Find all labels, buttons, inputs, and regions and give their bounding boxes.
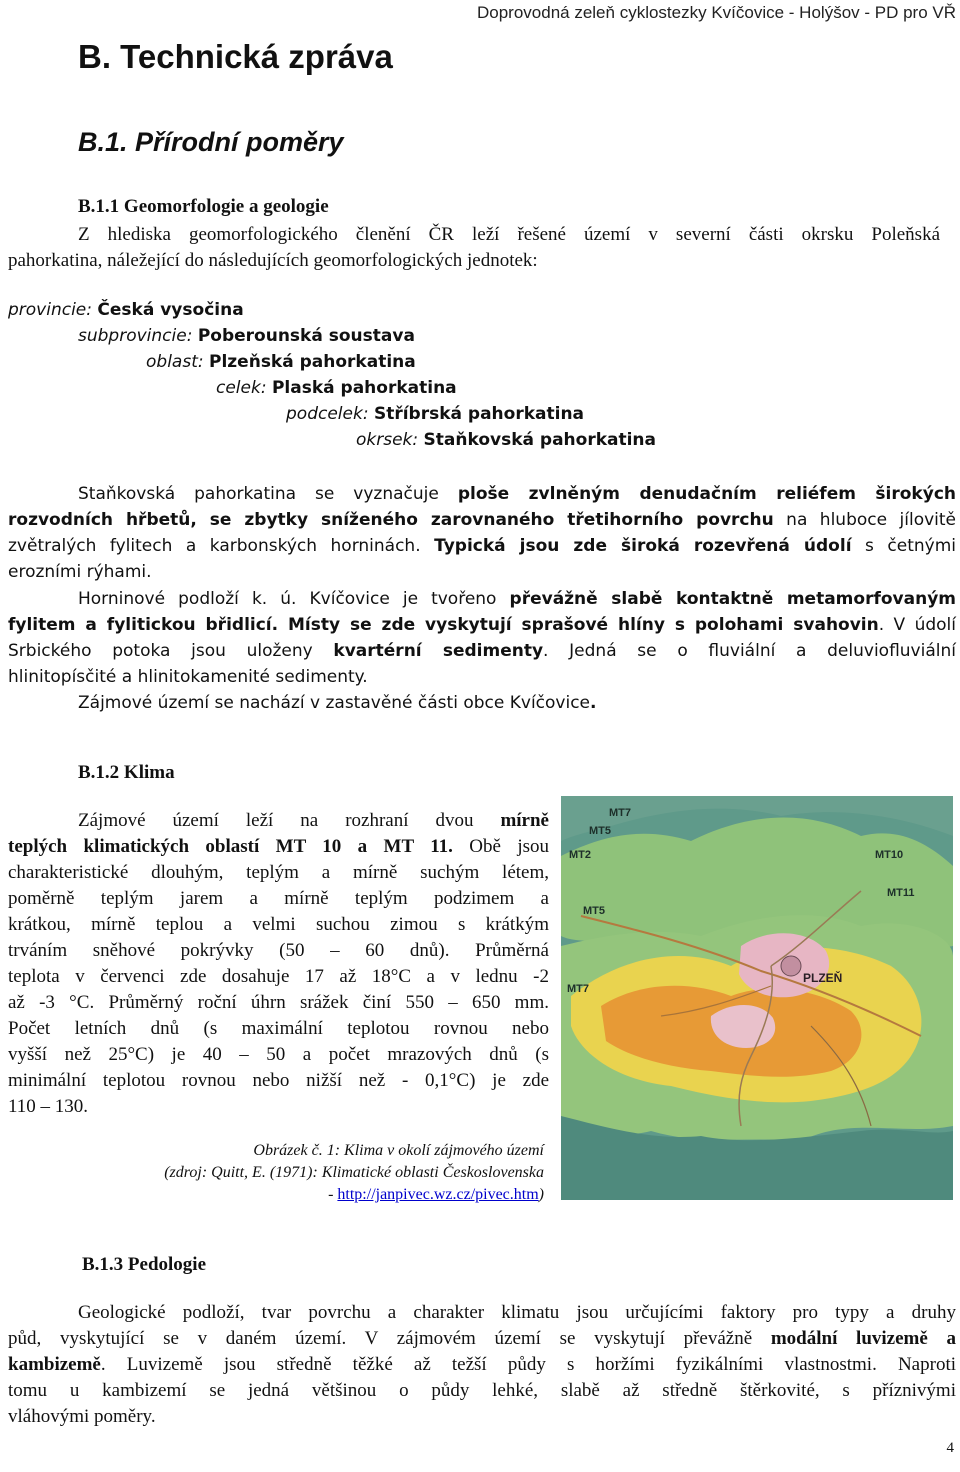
map-label-mt11: MT11 xyxy=(887,887,915,899)
geo-p2-line-4: hlinitopísčité a hlinitokamenité sedimenty. xyxy=(8,667,368,687)
geo-p1-line-3: zvětralých fylitech a karbonských horninách. Typická jsou zde široká rozevřená údolí s četnými xyxy=(8,536,956,556)
caption-line-2: (zdroj: Quitt, E. (1971): Klimatické oblasti Československa xyxy=(164,1164,544,1181)
caption-line-1: Obrázek č. 1: Klima v okolí zájmového území xyxy=(253,1142,544,1159)
hierarchy-label: subprovincie: xyxy=(78,326,193,346)
hierarchy-label: podcelek: xyxy=(286,404,369,424)
map-label-mt7-left: MT7 xyxy=(567,983,589,995)
hierarchy-provincie xyxy=(8,300,244,320)
geo-intro-line-1: Z hlediska geomorfologického členění ČR leží řešené území v severní části okrsku Poleňská xyxy=(78,224,940,245)
hierarchy-value: Plaská pahorkatina xyxy=(271,378,457,398)
running-header: Doprovodná zeleň cyklostezky Kvíčovice - Holýšov - PD pro VŘ xyxy=(476,3,956,22)
geo-p3-line: Zájmové území se nachází v zastavěné části obce Kvíčovice. xyxy=(78,693,597,713)
klima-heading: B.1.2 Klima xyxy=(78,762,175,783)
hierarchy-subprovincie xyxy=(78,326,415,346)
caption-line-3: - http://janpivec.wz.cz/pivec.htm) xyxy=(328,1186,544,1203)
map-label-mt5-mid: MT5 xyxy=(583,905,605,917)
map-label-mt7-top: MT7 xyxy=(609,807,631,819)
geo-heading: B.1.1 Geomorfologie a geologie xyxy=(78,196,329,217)
klima-line: charakteristické dlouhým, teplým a mírně suchým létem, xyxy=(8,862,549,883)
hierarchy-oblast xyxy=(146,352,416,372)
map-label-mt2: MT2 xyxy=(569,849,591,861)
klima-line: poměrně teplým jarem a mírně teplým podzimem a xyxy=(8,888,549,909)
hierarchy-value: Staňkovská pahorkatina xyxy=(423,430,657,450)
source-link[interactable]: http://janpivec.wz.cz/pivec.htm xyxy=(337,1186,539,1203)
figure-caption xyxy=(60,1140,544,1206)
geo-p1-line-4: erozními rýhami. xyxy=(8,562,152,582)
klima-line: Zájmové území leží na rozhraní dvou mírně xyxy=(78,810,549,831)
hierarchy-value: Plzeňská pahorkatina xyxy=(209,352,416,372)
klima-line: teplota v červenci zde dosahuje 17 až 18°C a v lednu -2 xyxy=(8,966,549,987)
hierarchy-label: okrsek: xyxy=(356,430,419,450)
klima-line: Počet letních dnů (s maximální teplotou rovnou nebo xyxy=(8,1018,549,1039)
pedo-line-2: půd, vyskytující se v daném území. V zájmovém území se vyskytují převážně modální luvizemě a xyxy=(8,1328,956,1349)
klima-line: až -3 °C. Průměrný roční úhrn srážek činí 550 – 650 mm. xyxy=(8,992,549,1013)
hierarchy-okrsek xyxy=(356,430,656,450)
hierarchy-podcelek xyxy=(286,404,584,424)
pedo-heading: B.1.3 Pedologie xyxy=(82,1254,207,1275)
klima-line: 110 – 130. xyxy=(8,1096,89,1117)
klima-line: krátkou, mírně teplou a velmi suchou zimou s krátkým xyxy=(8,914,549,935)
main-heading: B. Technická zpráva xyxy=(78,38,393,75)
geo-p1-line-1: Staňkovská pahorkatina se vyznačuje ploše zvlněným denudačním reliéfem širokých xyxy=(78,484,956,504)
geo-intro-line-2: pahorkatina, náležející do následujících geomorfologických jednotek: xyxy=(8,250,538,271)
geo-p1-line-2: rozvodních hřbetů, se zbytky sníženého zarovnaného třetihorního povrchu na hluboce jílovitě xyxy=(8,510,956,530)
hierarchy-label: celek: xyxy=(216,378,267,398)
map-label-mt10: MT10 xyxy=(875,849,904,861)
climate-map-image xyxy=(561,796,953,1200)
climate-map-svg xyxy=(561,796,953,1200)
hierarchy-value: Česká vysočina xyxy=(97,300,244,320)
pedo-line-3: kambizemě. Luvizemě jsou středně těžké až težší půdy s horžími fyzikálními vlastnostmi. Naproti xyxy=(8,1354,956,1375)
pedo-line-4: tomu u kambizemí se jedná většinou o půdy lehké, slabě až středně štěrkovité, s příznivými xyxy=(8,1380,956,1401)
geo-p2-line-1: Horninové podloží k. ú. Kvíčovice je tvořeno převážně slabě kontaktně metamorfovaným xyxy=(78,589,956,609)
pedo-line-1: Geologické podloží, tvar povrchu a charakter klimatu jsou určujícími faktory pro typy a druhy xyxy=(78,1302,956,1323)
klima-line: vyšší než 25°C) je 40 – 50 a počet mrazových dnů (s xyxy=(8,1044,549,1065)
pedo-line-5: vláhovými poměry. xyxy=(8,1406,156,1427)
klima-line: trváním sněhové pokrývky (50 – 60 dnů). Průměrná xyxy=(8,940,549,961)
hierarchy-value: Poberounská soustava xyxy=(197,326,415,346)
hierarchy-value: Stříbrská pahorkatina xyxy=(373,404,585,424)
geo-p2-line-3: Srbického potoka jsou uloženy kvartérní sedimenty. Jedná se o fluviální a deluviofluviální xyxy=(8,641,956,661)
klima-line: teplých klimatických oblastí MT 10 a MT 11. Obě jsou xyxy=(8,836,549,857)
map-label-plzen: PLZEŇ xyxy=(803,971,843,985)
map-label-mt5-top: MT5 xyxy=(589,825,611,837)
section-heading: B.1. Přírodní poměry xyxy=(78,127,344,157)
hierarchy-label: provincie: xyxy=(8,300,92,320)
geo-p2-line-2: fylitem a fylitickou břidlicí. Místy se zde vyskytují sprašové hlíny s polohami svahovin. V údolí xyxy=(8,615,956,635)
klima-paragraph xyxy=(8,808,549,1120)
page-number: 4 xyxy=(946,1440,954,1456)
hierarchy-label: oblast: xyxy=(146,352,204,372)
klima-line: minimální teplotou rovnou nebo nižší než - 0,1°C) je zde xyxy=(8,1070,549,1091)
hierarchy-celek xyxy=(216,378,457,398)
